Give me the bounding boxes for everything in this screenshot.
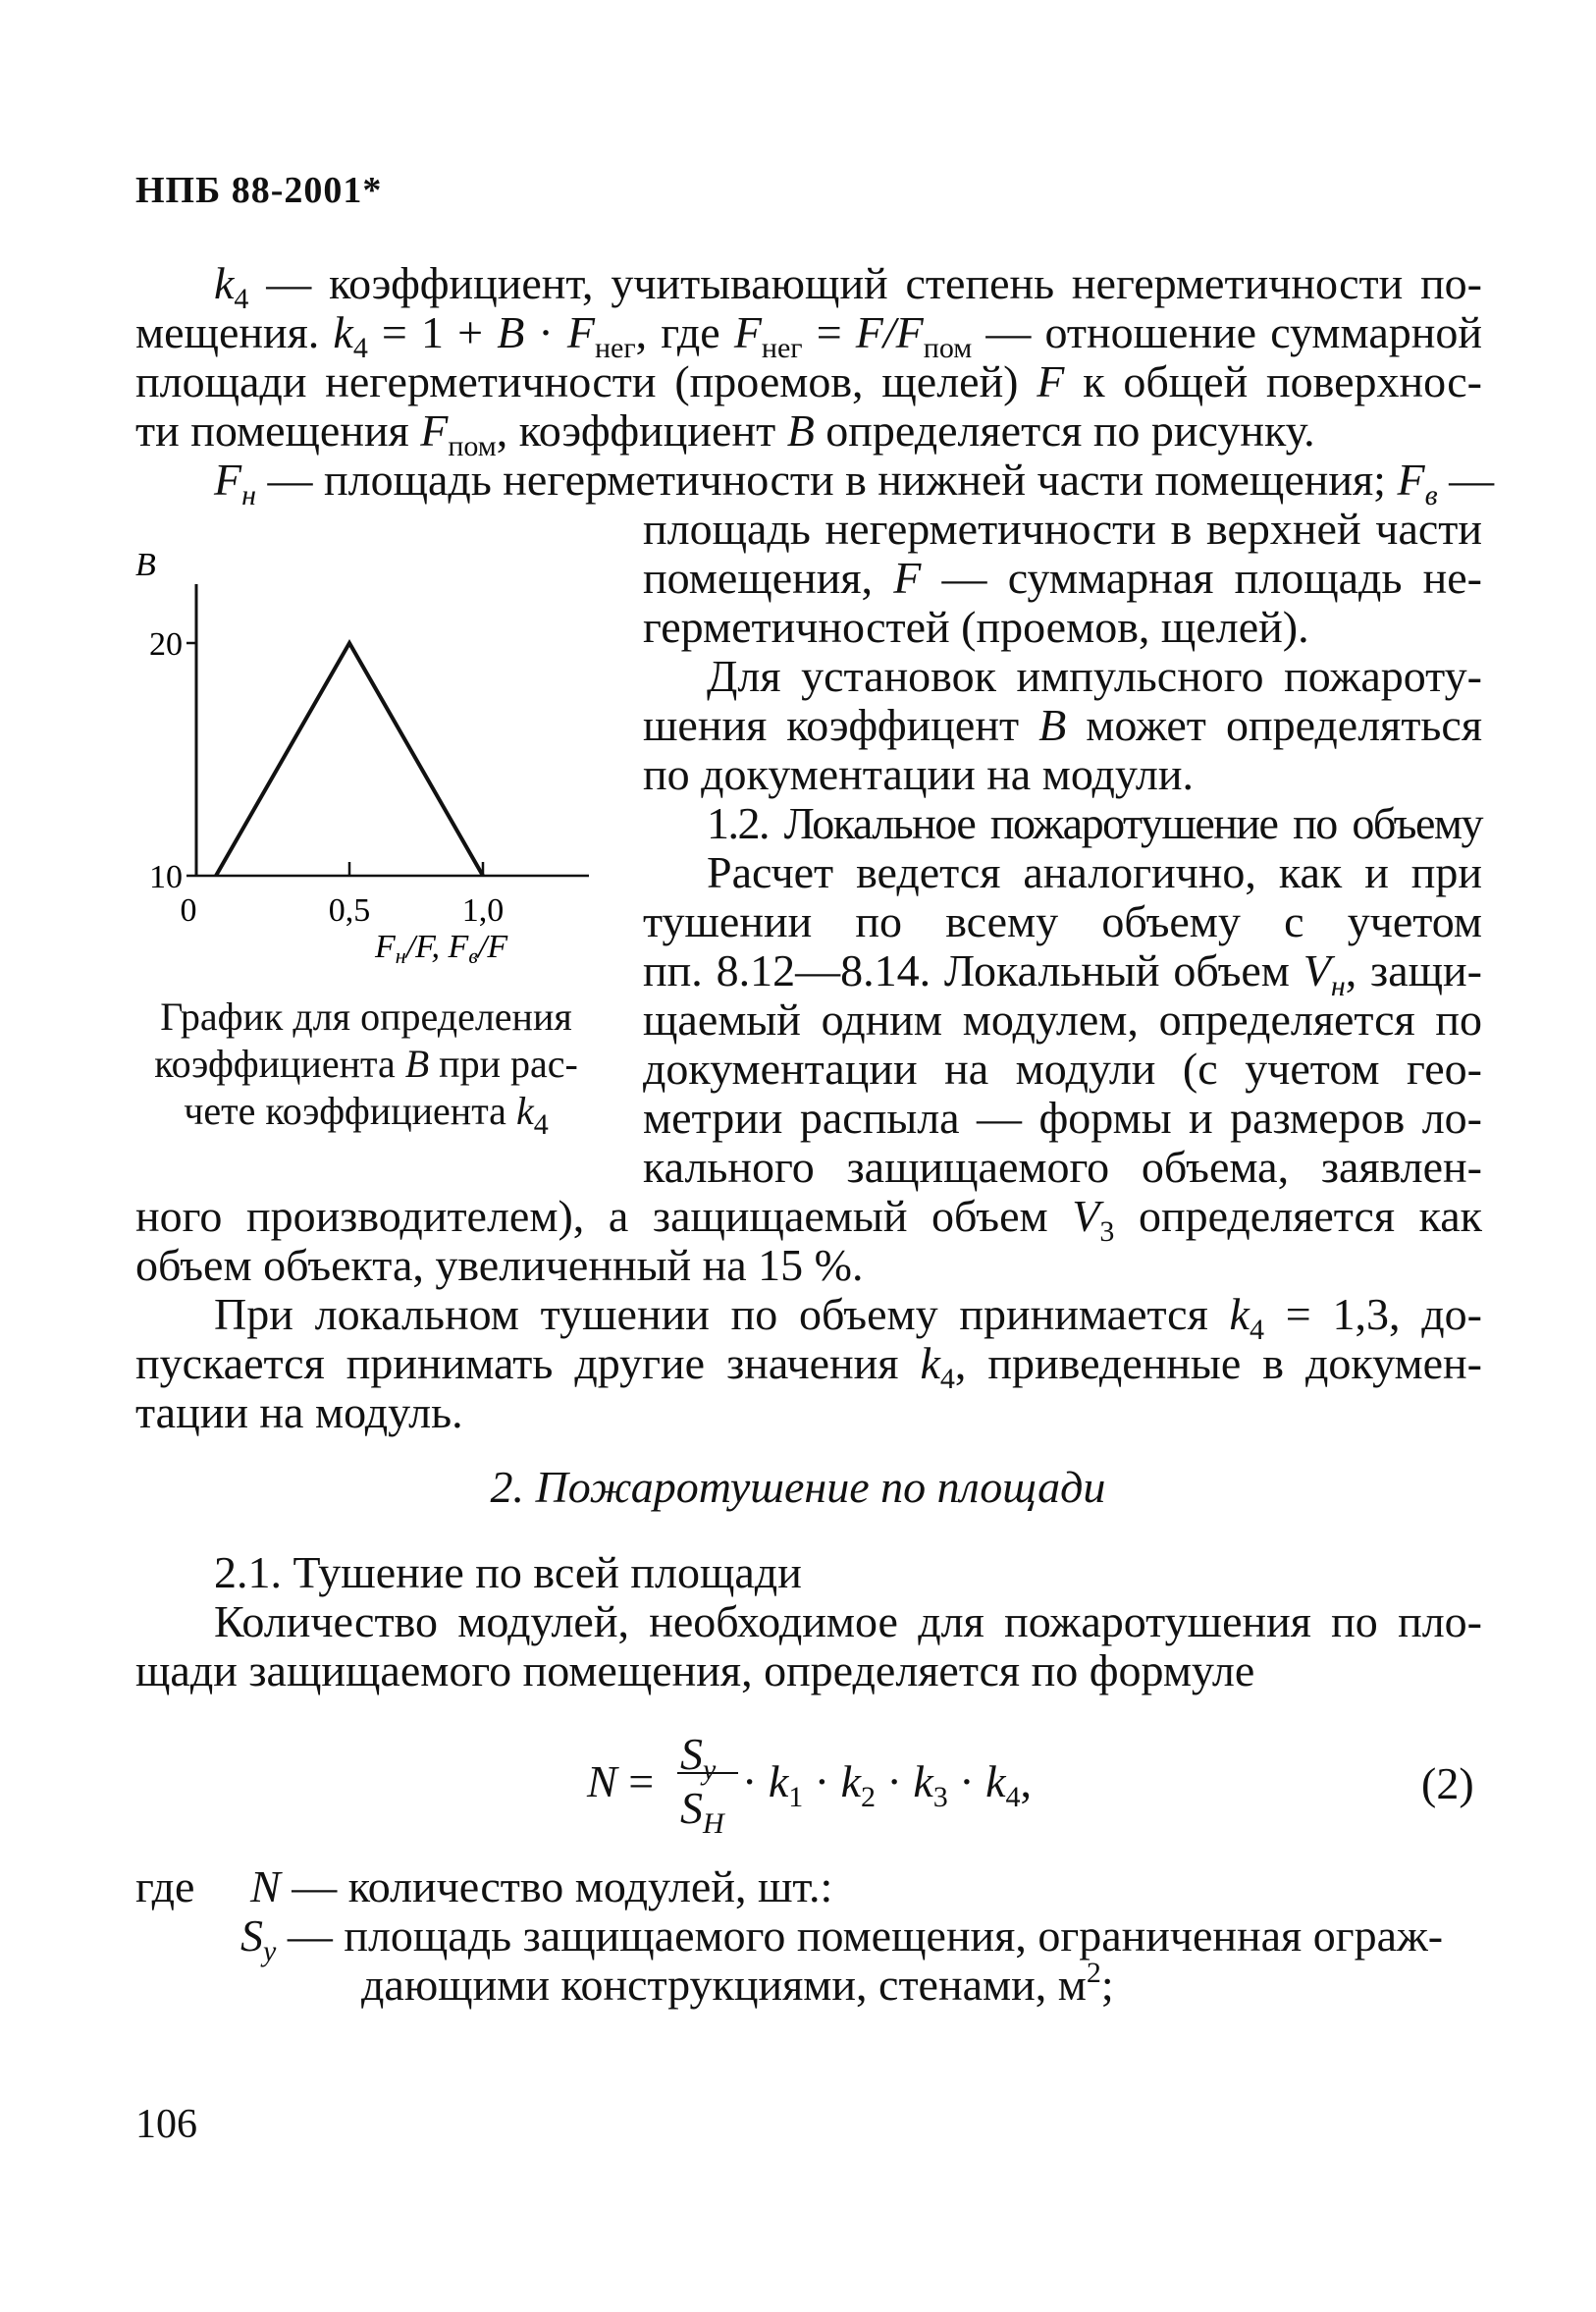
section-2-title: 2. Пожаротушение по площади: [490, 1462, 1106, 1512]
section-2-1-heading: 2.1. Тушение по всей площади: [214, 1547, 802, 1597]
figure-caption-line-1: График для определения: [160, 995, 572, 1039]
document-code: НПБ 88-2001*: [135, 170, 383, 211]
x-tick-label: 1,0: [461, 892, 505, 929]
figure-caption-line-2: коэффициента B при рас-: [154, 1042, 578, 1086]
x-axis-label: Fн/F, Fв/F: [375, 929, 508, 968]
impulse-line-2: шения коэффицент B может определяться: [643, 700, 1482, 750]
impulse-line-1: Для установок импульсного пожароту-: [707, 651, 1482, 701]
section-1-2-line-2: тушении по всему объему с учетом: [643, 896, 1482, 946]
section-1-2-line-3: пп. 8.12—8.14. Локальный объем $V_н$, защи-: [643, 945, 1482, 1002]
section-1-2-line-1: Расчет ведется аналогично, как и при: [707, 847, 1482, 897]
x-tick-label: 0,5: [328, 892, 371, 929]
where-sy-line-2: дающими конструкциями, стенами, $м^2$;: [361, 1957, 1114, 2010]
page-number: 106: [135, 2102, 197, 2147]
local-line-1: При локальном тушении по объему принимается $k_4 = 1,3$, до-: [214, 1289, 1482, 1346]
x-tick-label: 0: [180, 892, 197, 929]
local-line-2: пускается принимать другие значения $k_4$, приведенные в докумен-: [135, 1338, 1482, 1395]
section-1-2-line-4: щаемый одним модулем, определяется по: [643, 995, 1482, 1045]
impulse-line-3: по документации на модули.: [643, 749, 1194, 799]
section-2-1-line-1: Количество модулей, необходимое для пожаротушения по пло-: [214, 1596, 1482, 1646]
section-1-2-line-8: ного производителем), а защищаемый объем $V_3$ определяется как: [135, 1191, 1483, 1248]
where-n: N — количество модулей, шт.:: [250, 1861, 833, 1911]
k4-definition-line-3: площади негерметичности (проемов, щелей) F к общей поверхнос-: [135, 356, 1482, 406]
formula-number: (2): [1421, 1758, 1474, 1808]
fn-definition-line-3: помещения, F — суммарная площадь не-: [643, 553, 1482, 603]
section-1-2-heading: 1.2. Локальное пожаротушение по объему: [707, 798, 1482, 848]
figure-caption-line-3: чете коэффициента $k_4$: [184, 1089, 549, 1141]
formula-2: N = $S_y$ $S_H$ · $k_1 \cdot k_2 \cdot k_3 \cdot k_4$,: [587, 1729, 1032, 1840]
fn-definition-line-2: площадь негерметичности в верхней части: [643, 504, 1482, 554]
y-tick-label: 10: [149, 859, 183, 895]
section-2-1-line-2: щади защищаемого помещения, определяется по формуле: [135, 1645, 1255, 1695]
y-tick-label: 20: [149, 626, 183, 663]
section-1-2-line-5: документации на модули (с учетом гео-: [643, 1044, 1482, 1094]
fraction-bar: [677, 1772, 738, 1774]
k4-definition-line-4: ти помещения $F_{пом}$, коэффициент B определяется по рисунку.: [135, 405, 1315, 462]
section-1-2-line-7: кального защищаемого объема, заявлен-: [643, 1142, 1482, 1192]
where-label: где: [135, 1861, 195, 1911]
section-1-2-line-6: метрии распыла — формы и размеров ло-: [643, 1093, 1482, 1143]
y-axis-label: B: [135, 547, 156, 583]
coefficient-b-graph: [118, 530, 628, 992]
where-sy-line-1: $S_y$ — площадь защищаемого помещения, ограниченная ограж-: [240, 1910, 1444, 1967]
b-curve-line: [216, 643, 483, 876]
local-line-3: тации на модуль.: [135, 1387, 463, 1437]
fn-definition-line-1: $F_н$ — площадь негерметичности в нижней части помещения; $F_в$ —: [214, 455, 1495, 511]
section-1-2-line-9: объем объекта, увеличенный на 15 %.: [135, 1240, 864, 1290]
k4-definition-line-1: $k_4$ — коэффициент, учитывающий степень негерметичности по-: [214, 258, 1482, 315]
fn-definition-line-4: герметичностей (проемов, щелей).: [643, 602, 1309, 652]
k4-definition-line-2: мещения. $k_4 = 1 + B \cdot F_{нег}$, где $F_{нег} = F/F_{пом}$ — отношение суммарной: [135, 307, 1482, 364]
